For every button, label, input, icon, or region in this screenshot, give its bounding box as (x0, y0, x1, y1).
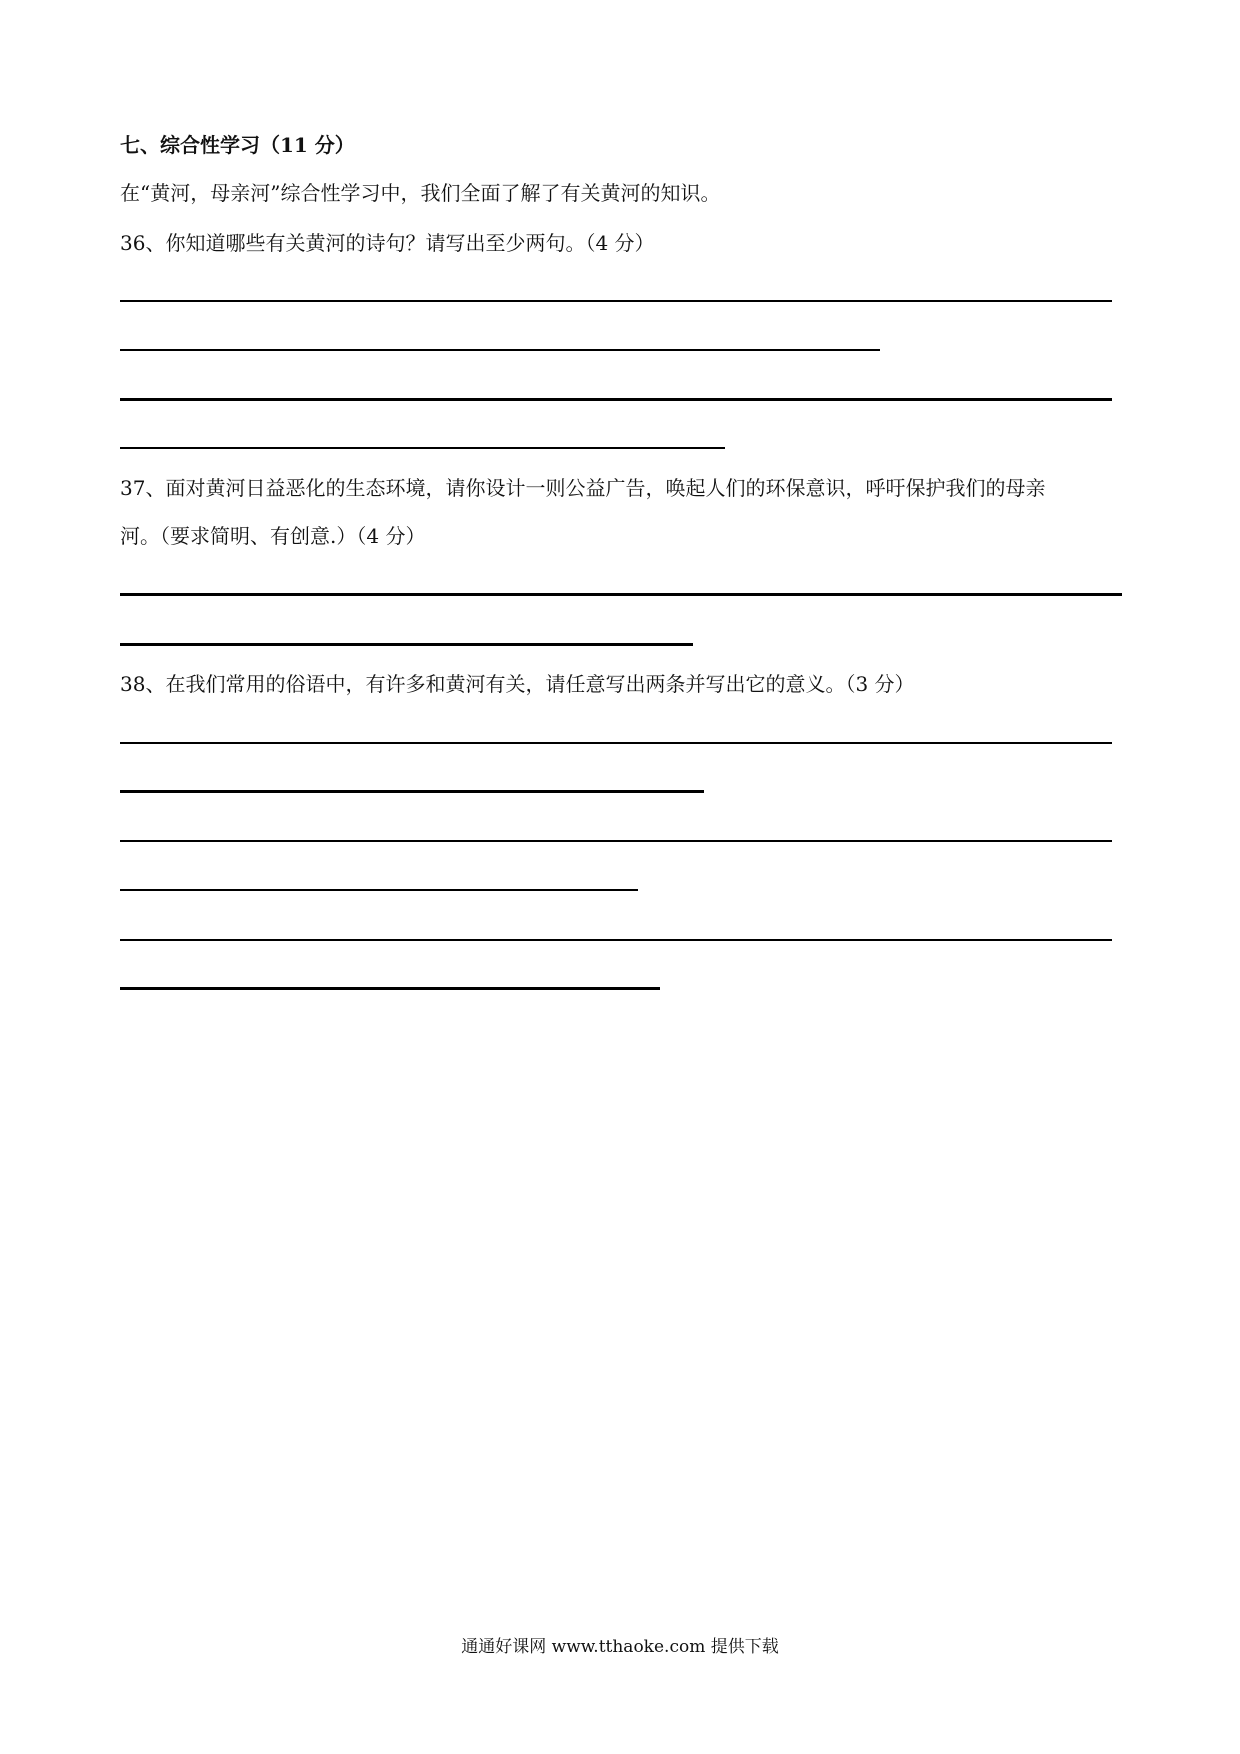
section-intro: 在“黄河，母亲河”综合性学习中，我们全面了解了有关黄河的知识。 (120, 181, 721, 205)
answer-line-38-1[interactable] (120, 742, 1112, 744)
answer-line-36-1[interactable] (120, 300, 1112, 302)
answer-line-38-6[interactable] (120, 987, 660, 990)
answer-line-38-3[interactable] (120, 840, 1112, 842)
answer-line-38-2[interactable] (120, 790, 704, 793)
answer-line-38-4[interactable] (120, 889, 638, 891)
answer-line-36-3[interactable] (120, 398, 1112, 401)
question-36: 36、你知道哪些有关黄河的诗句？请写出至少两句。（4 分） (120, 231, 655, 255)
answer-line-36-4[interactable] (120, 447, 725, 449)
question-37-line2: 河。（要求简明、有创意.）（4 分） (120, 524, 426, 548)
footer-text: 通通好课网 www.tthaoke.com 提供下载 (461, 1637, 779, 1657)
section-title: 七、综合性学习（11 分） (120, 133, 355, 157)
question-38: 38、在我们常用的俗语中，有许多和黄河有关，请任意写出两条并写出它的意义。（3 分） (120, 672, 915, 696)
answer-line-36-2[interactable] (120, 349, 880, 351)
answer-line-37-2[interactable] (120, 643, 693, 646)
answer-line-37-1[interactable] (120, 593, 1122, 596)
question-37-line1: 37、面对黄河日益恶化的生态环境，请你设计一则公益广告，唤起人们的环保意识，呼吁保护我们的母亲 (120, 476, 1046, 500)
answer-line-38-5[interactable] (120, 939, 1112, 941)
